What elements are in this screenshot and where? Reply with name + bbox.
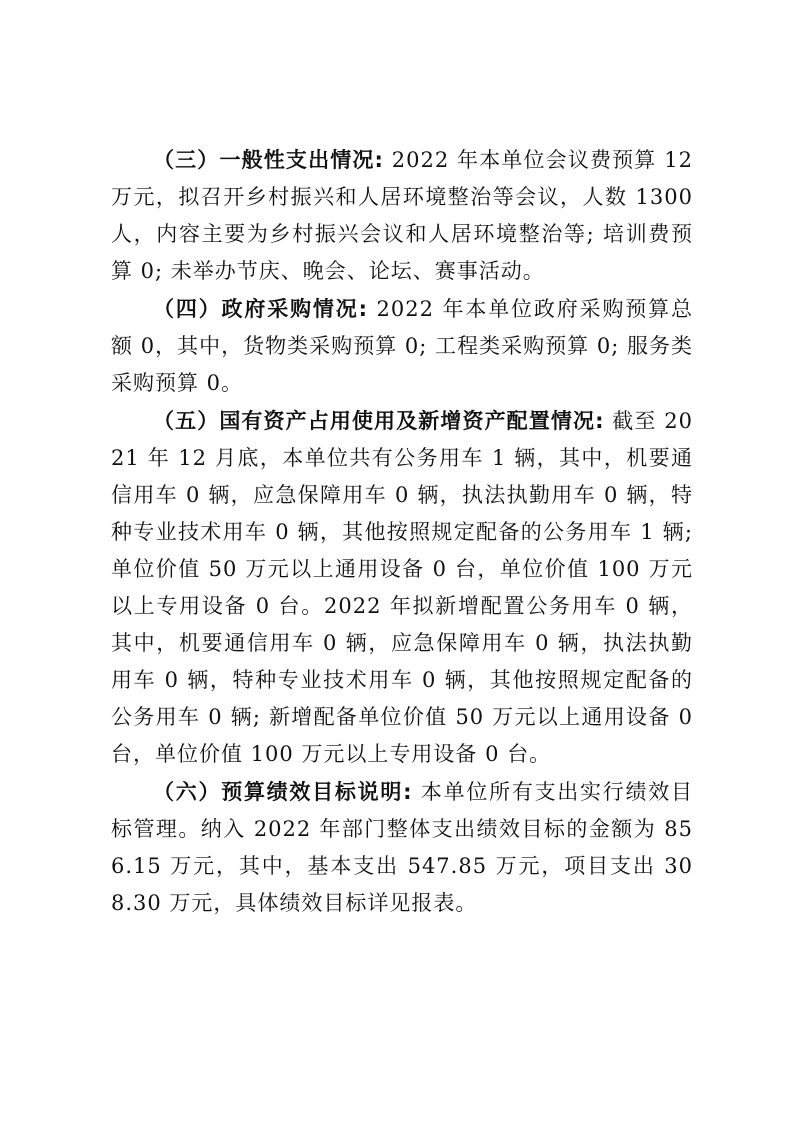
section-body: 2022 年本单位会议费预算 12 万元，拟召开乡村振兴和人居环境整治等会议，人数 1300 人，内容主要为乡村振兴会议和人居环境整治等; 培训费预算 0; 未举办节庆、晚会、论坛、赛事活动。 [111,148,693,283]
section-heading: （三）一般性支出情况: [153,148,384,172]
section-heading: （四）政府采购情况: [153,297,369,321]
section-government-procurement [111,291,693,402]
section-heading: （五）国有资产占用使用及新增资产配置情况: [153,409,605,433]
section-state-assets [111,403,693,773]
section-body: 本单位所有支出实行绩效目标管理。纳入 2022 年部门整体支出绩效目标的金额为 856.15 万元，其中，基本支出 547.85 万元，项目支出 308.30 万元，具体绩效目标详见报表。 [111,780,693,915]
section-performance-goals [111,774,693,922]
section-heading: （六）预算绩效目标说明: [153,780,413,804]
section-body: 截至 2021 年 12 月底，本单位共有公务用车 1 辆，其中，机要通信用车 0 辆，应急保障用车 0 辆，执法执勤用车 0 辆，特种专业技术用车 0 辆，其他按照规定配备的公务用车 1 辆; 单位价值 50 万元以上通用设备 0 台，单位价值 100 万元以上专用设备 0 台。2022 年拟新增配置公务用车 0 辆，其中，机要通信用车 0 辆，应急保障用车 0 辆，执法执勤用车 0 辆，特种专业技术用车 0 辆，其他按照规定配备的公务用车 0 辆; 新增配备单位价值 50 万元以上通用设备 0 台，单位价值 100 万元以上专用设备 0 台。 [111,409,693,766]
section-general-expenditure [111,142,693,290]
document-page [111,142,693,922]
section-body: 2022 年本单位政府采购预算总额 0，其中，货物类采购预算 0; 工程类采购预算 0; 服务类采购预算 0。 [111,297,693,395]
